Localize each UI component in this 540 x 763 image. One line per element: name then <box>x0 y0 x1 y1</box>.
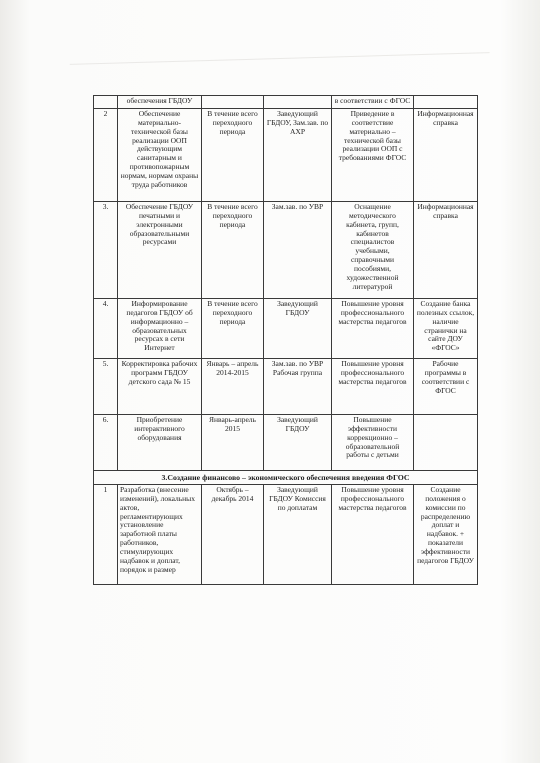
row-responsible: Заведующий ГБДОУ, Зам.зав. по АХР <box>264 109 332 202</box>
row-result: Повышение эффективности коррекционно – образовательной работы с детьми <box>332 415 414 471</box>
row-activity: Информирование педагогов ГБДОУ об информационно – образовательных ресурсах в сети Интернет <box>118 299 202 359</box>
row-responsible: Заведующий ГБДОУ Комиссия по доплатам <box>264 485 332 585</box>
row-result: Повышение уровня профессионального мастерства педагогов <box>332 485 414 585</box>
row-responsible: Зам.зав. по УВР <box>264 202 332 299</box>
row-number: 5. <box>94 359 118 415</box>
row-activity: Приобретение интерактивного оборудования <box>118 415 202 471</box>
row-document: Информационная справка <box>414 109 478 202</box>
row-term: В течение всего переходного периода <box>202 109 264 202</box>
row-number: 6. <box>94 415 118 471</box>
row-activity: Обеспечение ГБДОУ печатными и электронными образовательными ресурсами <box>118 202 202 299</box>
row-term <box>202 96 264 109</box>
row-responsible <box>264 96 332 109</box>
row-activity: обеспечения ГБДОУ <box>118 96 202 109</box>
row-result: Повышение уровня профессионального мастерства педагогов <box>332 359 414 415</box>
table-row <box>94 359 478 415</box>
row-result: Оснащение методического кабинета, групп, кабинетов специалистов учебными, справочными пособиями, художественной литературой <box>332 202 414 299</box>
table-row <box>94 109 478 202</box>
plan-table-body <box>94 96 478 585</box>
row-term: Октябрь – декабрь 2014 <box>202 485 264 585</box>
row-document: Создание банка полезных ссылок, наличие странички на сайте ДОУ «ФГОС» <box>414 299 478 359</box>
row-document: Создание положения о комиссии по распределению доплат и надбавок. + показатели эффективности педагогов ГБДОУ <box>414 485 478 585</box>
row-result: Приведение в соответствие материально – технической базы реализации ООП с требованиями ФГОС <box>332 109 414 202</box>
row-document: Информационная справка <box>414 202 478 299</box>
row-number: 4. <box>94 299 118 359</box>
row-number <box>94 96 118 109</box>
row-term: В течение всего переходного периода <box>202 202 264 299</box>
row-activity: Корректировка рабочих программ ГБДОУ детского сада № 15 <box>118 359 202 415</box>
section-header-row <box>94 471 478 485</box>
table-row <box>94 96 478 109</box>
row-activity: Обеспечение материально-технической базы реализации ООП действующим санитарным и противопожарным нормам, нормам охраны труда работников <box>118 109 202 202</box>
table-row <box>94 415 478 471</box>
row-number: 1 <box>94 485 118 585</box>
row-term: В течение всего переходного периода <box>202 299 264 359</box>
row-document <box>414 415 478 471</box>
row-responsible: Заведующий ГБДОУ <box>264 415 332 471</box>
row-result: в соответствии с ФГОС <box>332 96 414 109</box>
row-responsible: Заведующий ГБДОУ <box>264 299 332 359</box>
plan-table <box>93 95 478 585</box>
row-number: 3. <box>94 202 118 299</box>
row-term: Январь-апрель 2015 <box>202 415 264 471</box>
page-fold-mark <box>70 52 491 89</box>
row-activity: Разработка (внесение изменений), локальных актов, регламентирующих установление заработной платы работников, стимулирующих надбавок и доплат, порядок и размер <box>118 485 202 585</box>
table-row <box>94 485 478 585</box>
table-row <box>94 202 478 299</box>
row-document <box>414 96 478 109</box>
table-row <box>94 299 478 359</box>
section-title: 3.Создание финансово – экономического обеспечения введения ФГОС <box>94 471 478 485</box>
row-term: Январь – апрель 2014-2015 <box>202 359 264 415</box>
row-document: Рабочие программы в соответствии с ФГОС <box>414 359 478 415</box>
row-result: Повышение уровня профессионального мастерства педагогов <box>332 299 414 359</box>
row-responsible: Зам.зав. по УВР Рабочая группа <box>264 359 332 415</box>
row-number: 2 <box>94 109 118 202</box>
